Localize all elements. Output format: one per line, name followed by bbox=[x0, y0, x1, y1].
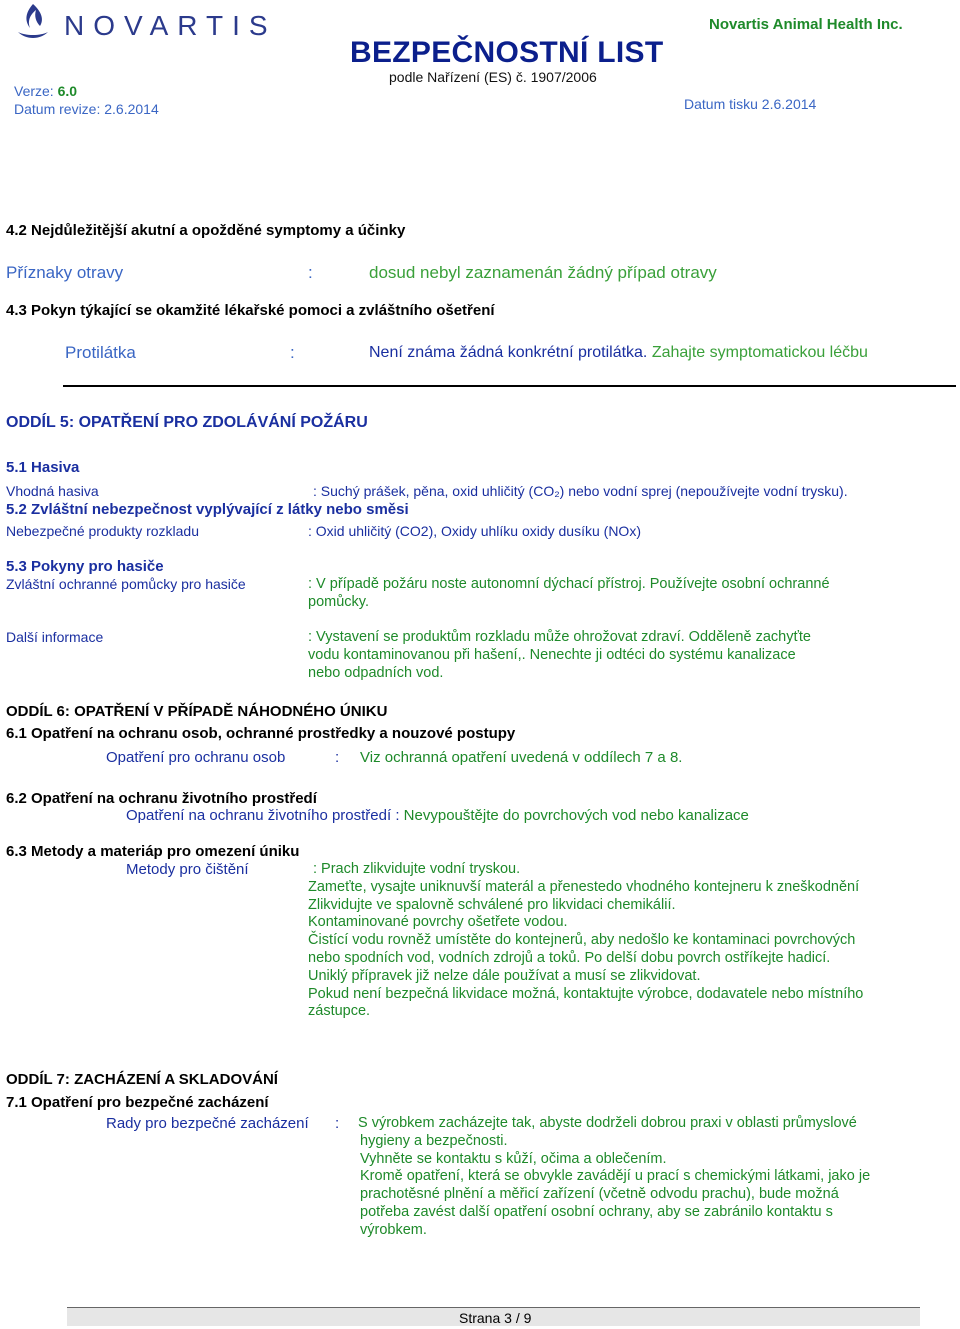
section-6-2-heading: 6.2 Opatření na ochranu životního prostředí bbox=[6, 790, 317, 807]
handling-line: potřeba zavést další opatření osobní ochrany, aby se zabránilo kontaktu s bbox=[360, 1203, 833, 1220]
cleanup-line: Čistící vodu rovněž umístěte do kontejnerů, aby nedošlo ke kontaminaci povrchových bbox=[308, 932, 856, 949]
section-4-3-heading: 4.3 Pokyn týkající se okamžité lékařské pomoci a zvláštního ošetření bbox=[6, 302, 495, 319]
handling-label: Rady pro bezpečné zacházení bbox=[106, 1115, 309, 1132]
cleanup-line: : Prach zlikvidujte vodní tryskou. bbox=[313, 861, 521, 877]
section-7-1-heading: 7.1 Opatření pro bezpečné zacházení bbox=[6, 1094, 269, 1111]
personal-protection-label: Opatření pro ochranu osob bbox=[106, 749, 286, 766]
section-4-2-heading: 4.2 Nejdůležitější akutní a opožděné symptomy a účinky bbox=[6, 222, 406, 239]
handling-line: Kromě opatření, která se obvykle zavádějí u prací s chemickými látkami, jako je bbox=[360, 1168, 871, 1185]
handling-line: S výrobkem zacházejte tak, abyste dodrželi dobrou praxi v oblasti průmyslové bbox=[358, 1115, 857, 1131]
personal-protection-value: Viz ochranná opatření uvedená v oddílech 7 a 8. bbox=[360, 749, 683, 766]
print-date: Datum tisku 2.6.2014 bbox=[684, 96, 817, 112]
handling-colon: : bbox=[335, 1115, 340, 1132]
cleanup-line: zástupce. bbox=[308, 1003, 371, 1020]
version-label: Verze: bbox=[14, 83, 54, 99]
protective-equipment-line: pomůcky. bbox=[308, 593, 369, 610]
section-7-title: ODDÍL 7: ZACHÁZENÍ A SKLADOVÁNÍ bbox=[6, 1071, 278, 1088]
further-info-line: : Vystavení se produktům rozkladu může ohrožovat zdraví. Odděleně zachyťte bbox=[308, 629, 811, 645]
handling-line: prachotěsné plnění a měřicí zařízení (včetně odvodu prachu), bude možná bbox=[360, 1186, 839, 1203]
symptoms-colon: : bbox=[308, 263, 313, 282]
decomposition-value: : Oxid uhličitý (CO2), Oxidy uhlíku oxidy dusíku (NOx) bbox=[308, 523, 641, 539]
protective-equipment-value bbox=[308, 576, 830, 612]
cleanup-line: nebo spodních vod, vodních zdrojů a toků. Po delší dobu povrch ostříkejte hadicí. bbox=[308, 949, 831, 966]
antidote-value bbox=[369, 344, 868, 362]
section-5-2-heading: 5.2 Zvláštní nebezpečnost vyplývající z látky nebo směsi bbox=[6, 501, 409, 518]
environment-row bbox=[126, 807, 749, 824]
section-5-3-heading: 5.3 Pokyny pro hasiče bbox=[6, 558, 164, 575]
novartis-logo bbox=[14, 2, 277, 46]
handling-value bbox=[358, 1115, 870, 1240]
cleanup-label: Metody pro čištění bbox=[126, 861, 249, 878]
novartis-flame-icon bbox=[14, 2, 52, 44]
symptoms-value: dosud nebyl zaznamenán žádný případ otravy bbox=[369, 263, 717, 282]
personal-protection-colon: : bbox=[335, 749, 340, 766]
extinguisher-label: Vhodná hasiva bbox=[6, 483, 99, 499]
cleanup-value bbox=[308, 861, 863, 1021]
handling-line: Vyhněte se kontaktu s kůží, očima a oblečením. bbox=[360, 1150, 667, 1167]
handling-line: hygieny a bezpečnosti. bbox=[360, 1132, 508, 1149]
section-5-title: ODDÍL 5: OPATŘENÍ PRO ZDOLÁVÁNÍ POŽÁRU bbox=[6, 414, 368, 431]
cleanup-line: Uniklý přípravek již nelze dále používat a musí se zlikvidovat. bbox=[308, 967, 701, 984]
revision-date: Datum revize: 2.6.2014 bbox=[14, 101, 159, 117]
cleanup-line: Zameťte, vysajte uniknuvší materál a přenestedo vhodného kontejneru k zneškodnění bbox=[308, 878, 860, 895]
cleanup-line: Kontaminované povrchy ošetřete vodou. bbox=[308, 914, 568, 931]
antidote-value-b: Zahajte symptomatickou léčbu bbox=[651, 344, 868, 361]
environment-label: Opatření na ochranu životního prostředí : bbox=[126, 807, 400, 824]
section-6-title: ODDÍL 6: OPATŘENÍ V PŘÍPADĚ NÁHODNÉHO ÚNIKU bbox=[6, 703, 388, 720]
section-6-3-heading: 6.3 Metody a materiáp pro omezení úniku bbox=[6, 843, 300, 860]
protective-equipment-label: Zvláštní ochranné pomůcky pro hasiče bbox=[6, 576, 246, 592]
antidote-value-a: Není známa žádná konkrétní protilátka. bbox=[369, 344, 648, 361]
antidote-label: Protilátka bbox=[65, 343, 136, 362]
version-row bbox=[14, 83, 77, 99]
extinguisher-value: : Suchý prášek, pěna, oxid uhličitý (CO₂) nebo vodní sprej (nepoužívejte vodní trysku). bbox=[313, 483, 848, 499]
section-divider bbox=[63, 385, 956, 387]
decomposition-label: Nebezpečné produkty rozkladu bbox=[6, 523, 200, 539]
handling-line: výrobkem. bbox=[360, 1221, 427, 1238]
symptoms-label: Příznaky otravy bbox=[6, 263, 124, 282]
environment-value: Nevypouštějte do povrchových vod nebo kanalizace bbox=[403, 807, 749, 824]
version-value: 6.0 bbox=[57, 83, 78, 99]
page-number: Strana 3 / 9 bbox=[459, 1310, 532, 1326]
further-info-value bbox=[308, 629, 811, 682]
cleanup-line: Pokud není bezpečná likvidace možná, kontaktujte výrobce, dodavatele nebo místního bbox=[308, 985, 864, 1002]
cleanup-line: Zlikvidujte ve spalovně schválené pro likvidaci chemikálií. bbox=[308, 896, 676, 913]
protective-equipment-line: : V případě požáru noste autonomní dýchací přístroj. Používejte osobní ochranné bbox=[308, 576, 830, 592]
document-title: BEZPEČNOSTNÍ LIST bbox=[350, 36, 664, 69]
antidote-colon: : bbox=[290, 343, 295, 362]
further-info-line: nebo odpadních vod. bbox=[308, 664, 444, 681]
further-info-label: Další informace bbox=[6, 629, 104, 645]
company-name: Novartis Animal Health Inc. bbox=[709, 16, 903, 33]
document-subtitle: podle Nařízení (ES) č. 1907/2006 bbox=[389, 69, 597, 85]
section-5-1-heading: 5.1 Hasiva bbox=[6, 459, 80, 476]
further-info-line: vodu kontaminovanou při hašení,. Nenechte ji odtéci do systému kanalizace bbox=[308, 646, 796, 663]
section-6-1-heading: 6.1 Opatření na ochranu osob, ochranné prostředky a nouzové postupy bbox=[6, 725, 516, 742]
logo-wordmark: NOVARTIS bbox=[64, 10, 277, 41]
